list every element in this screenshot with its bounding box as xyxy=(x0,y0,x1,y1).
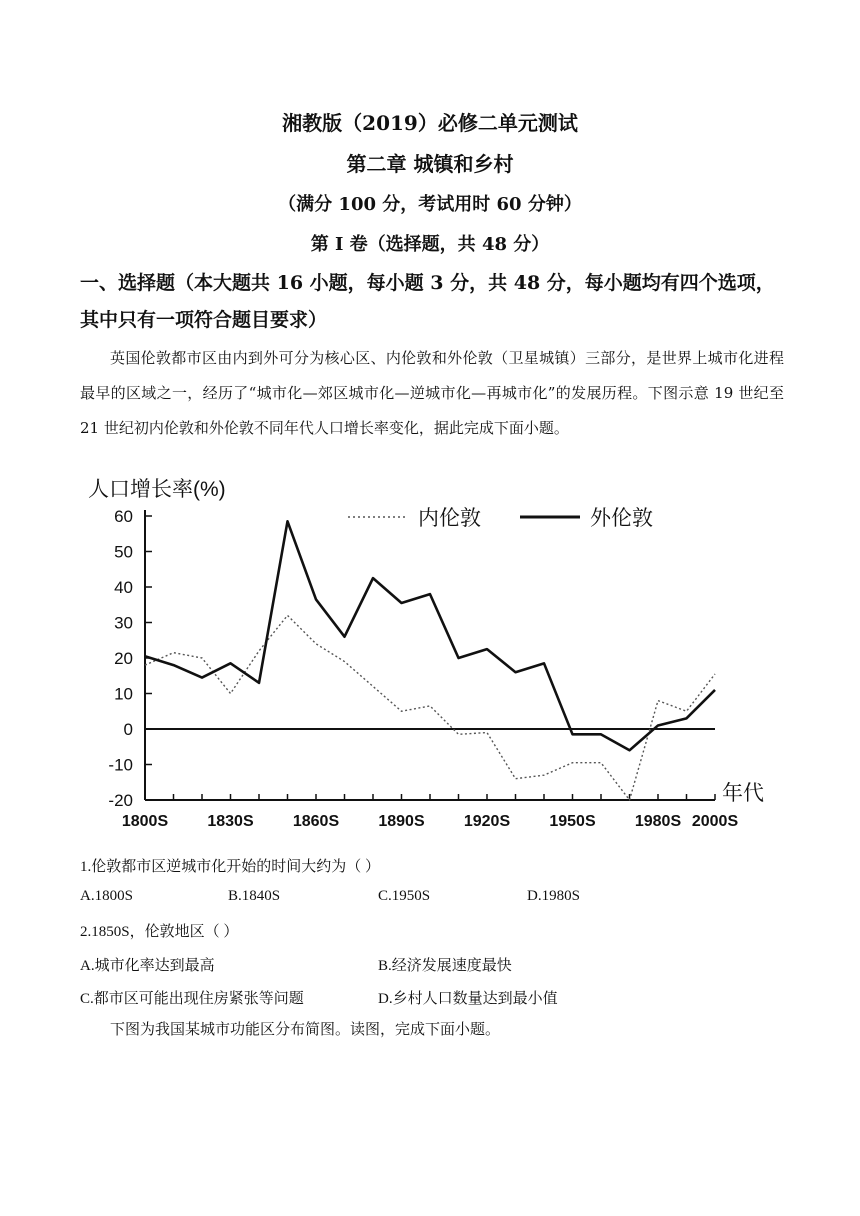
section-heading: 一、选择题（本大题共 16 小题，每小题 3 分，共 48 分，每小题均有四个选项，其中只有一项符合题目要求） xyxy=(80,272,775,331)
question-1-option-b[interactable]: B.1840S xyxy=(228,888,281,904)
x-tick-label: 2000S xyxy=(691,813,739,830)
y-tick-label: 40 xyxy=(114,578,133,597)
question-2-option-c[interactable]: C.都市区可能出现住房紧张等问题 xyxy=(80,991,304,1007)
question-1-option-d[interactable]: D.1980S xyxy=(527,888,580,904)
question-1-stem: 1.伦敦都市区逆城市化开始的时间大约为（ ） xyxy=(80,859,381,875)
y-tick-label: -20 xyxy=(108,791,133,810)
x-tick-label: 1860S xyxy=(292,813,340,830)
chart-axes xyxy=(145,510,715,800)
y-tick-label: 60 xyxy=(114,507,133,526)
population-growth-chart xyxy=(80,470,780,845)
question-1-option-c[interactable]: C.1950S xyxy=(378,888,431,904)
passage-city-map: 下图为我国某城市功能区分布简图。读图，完成下面小题。 xyxy=(110,1020,501,1038)
series-line-outer-london xyxy=(145,521,715,750)
y-tick-label: -10 xyxy=(108,755,133,775)
y-tick-label: 10 xyxy=(114,684,133,704)
question-1-option-a[interactable]: A.1800S xyxy=(80,888,133,904)
series-line-inner-london xyxy=(145,615,715,800)
passage-london: 英国伦敦都市区由内到外可分为核心区、内伦敦和外伦敦（卫星城镇）三部分，是世界上城市化进程最早的区域之一，经历了“城市化—郊区城市化—逆城市化—再城市化”的发展历程。下图示意 19 世纪至 21 世纪初内伦敦和外伦敦不同年代人口增长率变化，据此完成下面小题。 xyxy=(80,349,784,437)
x-tick-label: 1890S xyxy=(378,813,425,830)
chart-svg xyxy=(80,470,780,845)
question-2-option-d[interactable]: D.乡村人口数量达到最小值 xyxy=(378,991,558,1007)
y-tick-label: 20 xyxy=(114,649,133,668)
x-tick-label: 1800S xyxy=(121,813,169,830)
y-tick-label: 50 xyxy=(114,542,133,562)
question-2-option-b[interactable]: B.经济发展速度最快 xyxy=(378,958,512,974)
legend-label-inner: 内伦敦 xyxy=(418,507,481,530)
legend-label-outer: 外伦敦 xyxy=(590,507,653,530)
y-axis-label: 人口增长率(%) xyxy=(88,478,226,501)
y-tick-label: 30 xyxy=(114,613,133,633)
score-note: （满分 100 分，考试用时 60 分钟） xyxy=(278,194,582,215)
chapter-title: 第二章 城镇和乡村 xyxy=(346,152,514,176)
x-tick-label: 1950S xyxy=(549,813,596,830)
x-tick-label: 1830S xyxy=(207,813,254,830)
chart-legend xyxy=(348,507,653,530)
doc-title: 湘教版（2019）必修二单元测试 xyxy=(282,111,578,135)
question-2-option-a[interactable]: A.城市化率达到最高 xyxy=(80,958,215,974)
series-lines xyxy=(145,521,715,800)
question-2-stem: 2.1850S，伦敦地区（ ） xyxy=(80,924,239,940)
y-tick-label: 0 xyxy=(123,720,133,739)
x-tick-label: 1920S xyxy=(463,813,511,830)
x-tick-label: 1980S xyxy=(634,813,682,830)
x-axis-label: 年代 xyxy=(722,782,764,805)
part-title: 第 I 卷（选择题，共 48 分） xyxy=(310,234,550,255)
